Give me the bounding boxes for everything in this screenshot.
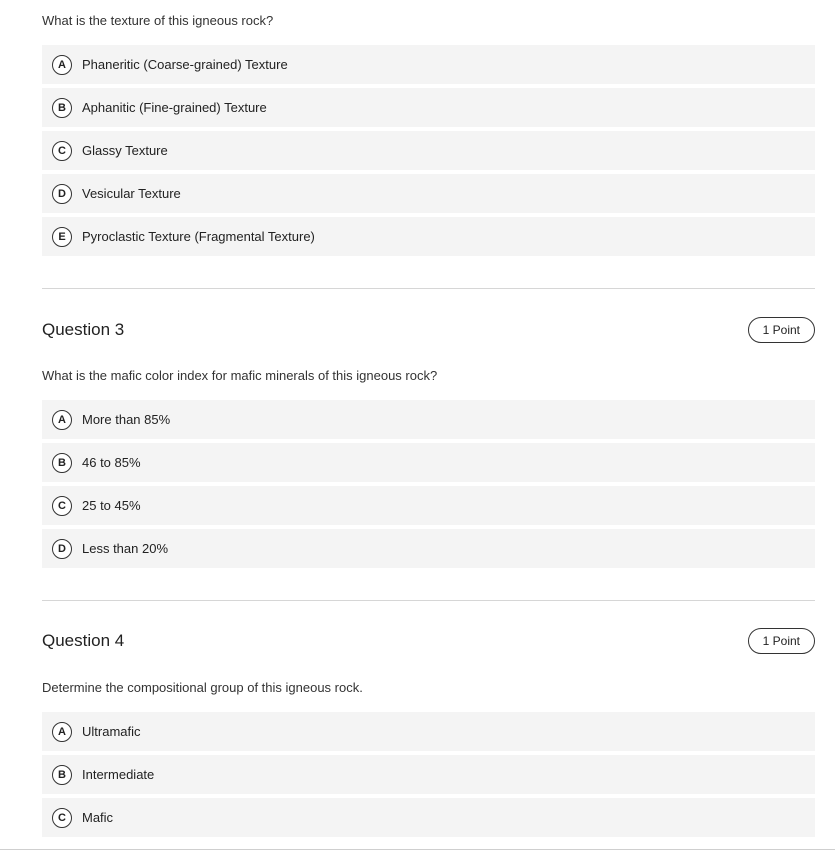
option-label: 46 to 85% [82, 455, 141, 470]
answer-option-d[interactable] [42, 174, 815, 213]
option-letter-badge: B [52, 765, 72, 785]
option-letter-badge: E [52, 227, 72, 247]
answer-option-d[interactable] [42, 529, 815, 568]
bottom-border [0, 849, 835, 850]
option-letter-badge: D [52, 184, 72, 204]
option-label: More than 85% [82, 412, 171, 427]
option-label: Less than 20% [82, 541, 169, 556]
option-label: Mafic [82, 810, 114, 825]
question-2 [42, 0, 815, 260]
question-header [42, 627, 815, 655]
answer-options [42, 45, 815, 256]
option-letter-badge: A [52, 55, 72, 75]
option-label: Ultramafic [82, 724, 141, 739]
answer-option-c[interactable] [42, 486, 815, 525]
answer-options [42, 400, 815, 568]
answer-option-a[interactable] [42, 45, 815, 84]
answer-option-c[interactable] [42, 131, 815, 170]
points-badge: 1 Point [748, 317, 815, 343]
question-prompt: What is the mafic color index for mafic minerals of this igneous rock? [42, 368, 438, 383]
question-title: Question 3 [42, 320, 125, 339]
answer-option-e[interactable] [42, 217, 815, 256]
option-label: Phaneritic (Coarse-grained) Texture [82, 57, 288, 72]
answer-option-a[interactable] [42, 400, 815, 439]
question-prompt: Determine the compositional group of this igneous rock. [42, 680, 363, 695]
option-letter-badge: D [52, 539, 72, 559]
option-label: 25 to 45% [82, 498, 141, 513]
option-label: Vesicular Texture [82, 186, 181, 201]
answer-option-b[interactable] [42, 88, 815, 127]
section-divider [42, 288, 815, 289]
answer-options [42, 712, 815, 837]
option-letter-badge: B [52, 453, 72, 473]
points-badge: 1 Point [748, 628, 815, 654]
option-letter-badge: A [52, 722, 72, 742]
option-label: Intermediate [82, 767, 155, 782]
option-label: Glassy Texture [82, 143, 168, 158]
question-title: Question 4 [42, 631, 125, 650]
question-3 [42, 316, 815, 572]
answer-option-b[interactable] [42, 443, 815, 482]
section-divider [42, 600, 815, 601]
question-header [42, 316, 815, 344]
option-label: Aphanitic (Fine-grained) Texture [82, 100, 267, 115]
option-letter-badge: C [52, 141, 72, 161]
answer-option-b[interactable] [42, 755, 815, 794]
option-label: Pyroclastic Texture (Fragmental Texture) [82, 229, 315, 244]
option-letter-badge: C [52, 808, 72, 828]
question-4 [42, 627, 815, 841]
answer-option-a[interactable] [42, 712, 815, 751]
option-letter-badge: A [52, 410, 72, 430]
question-prompt: What is the texture of this igneous rock? [42, 13, 274, 28]
option-letter-badge: B [52, 98, 72, 118]
answer-option-c[interactable] [42, 798, 815, 837]
option-letter-badge: C [52, 496, 72, 516]
